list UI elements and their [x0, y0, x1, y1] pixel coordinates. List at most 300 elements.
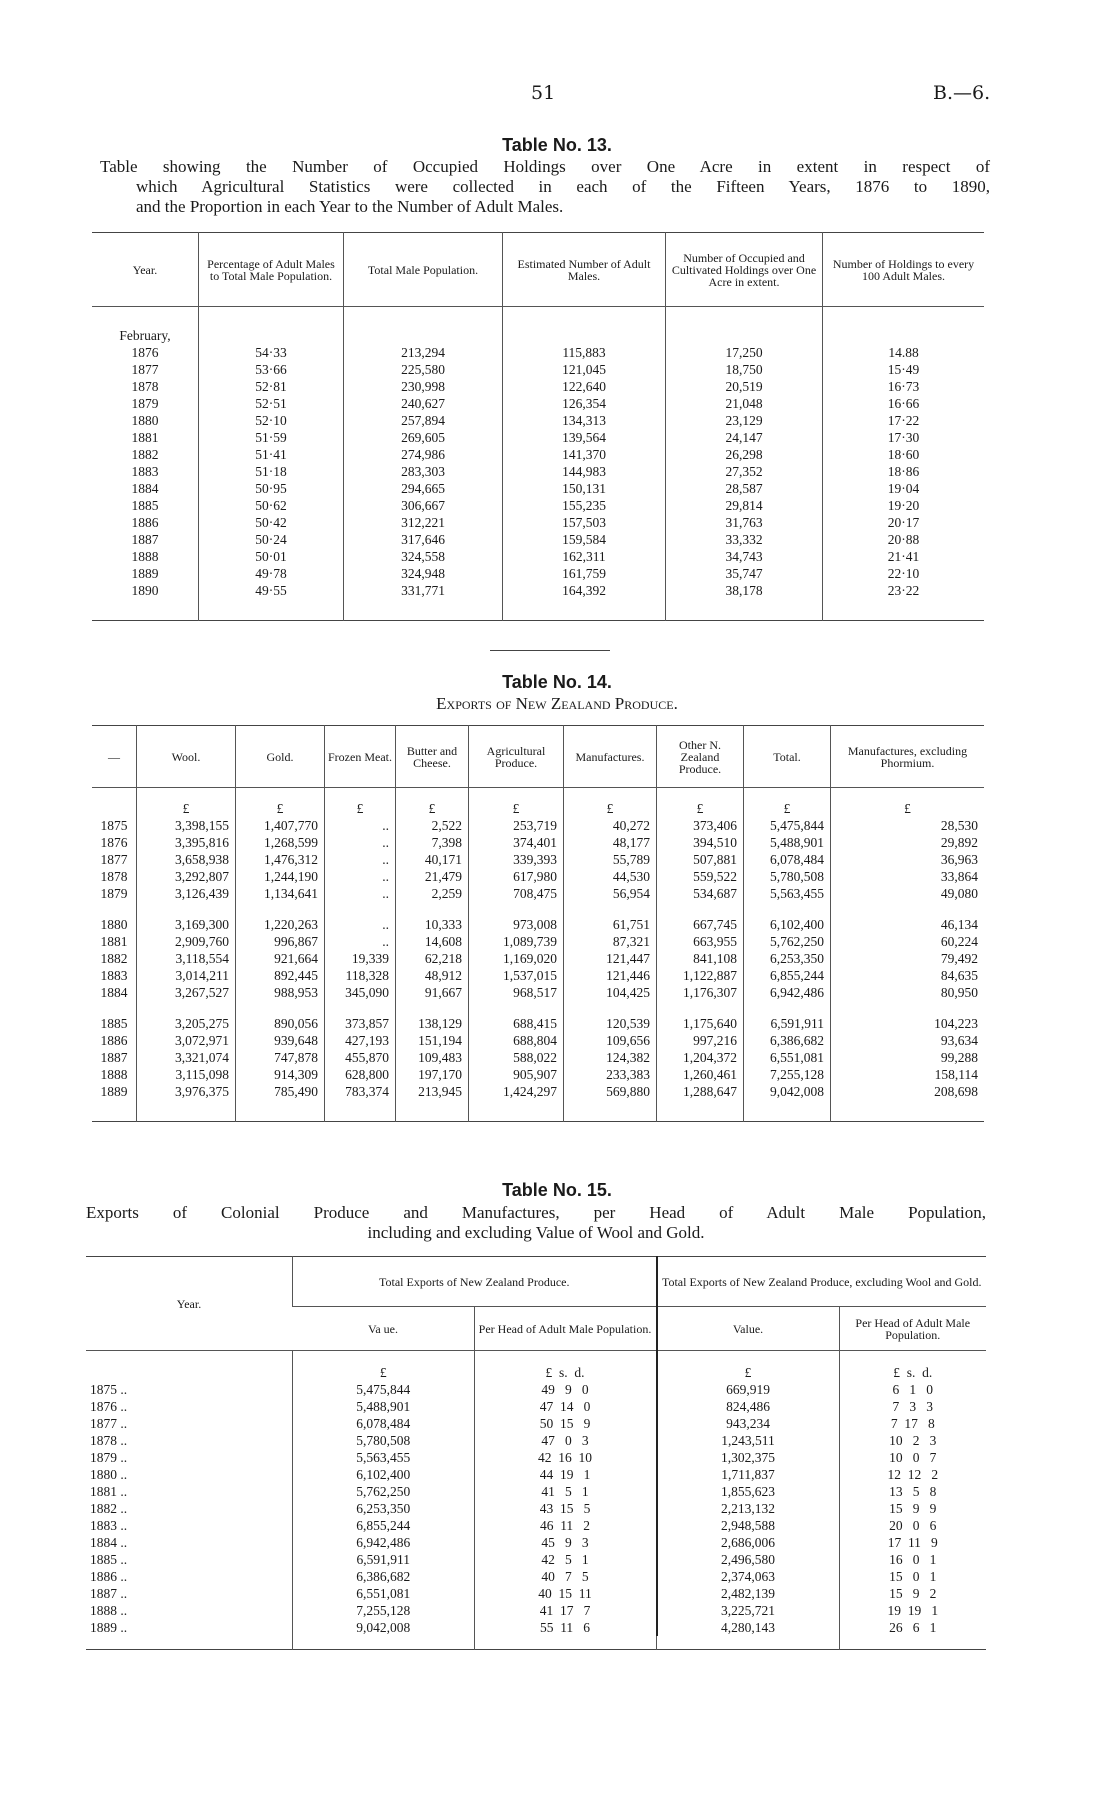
- caption-line: Exports of Colonial Produce and Manufactures, per Head of Adult Male Population,: [86, 1203, 986, 1222]
- empty-cell: [92, 599, 199, 621]
- table-cell: 213,294: [344, 344, 503, 361]
- table-cell: 138,129: [396, 1015, 469, 1032]
- table-cell: 124,382: [564, 1049, 657, 1066]
- table-cell: 1884: [100, 984, 128, 1000]
- table-cell: 1887: [100, 1049, 128, 1065]
- table-row: [92, 1083, 984, 1100]
- page-reference: B.—6.: [933, 82, 991, 104]
- col-header: Frozen Meat.: [325, 726, 396, 788]
- table-cell: 208,698: [831, 1083, 985, 1100]
- empty-cell: [823, 307, 985, 327]
- table-cell: 3,072,971: [137, 1032, 236, 1049]
- table-cell: 1878: [131, 378, 159, 394]
- unit-label: [92, 800, 137, 817]
- table-cell: 1,244,190: [236, 868, 325, 885]
- table-cell: 24,147: [666, 429, 823, 446]
- empty-cell: [325, 788, 396, 800]
- table-cell: 50·62: [199, 497, 344, 514]
- table-cell: 312,221: [344, 514, 503, 531]
- table-cell: 5,475,844: [293, 1381, 475, 1398]
- year-cell: 1879 ..: [90, 1449, 128, 1465]
- empty-cell: [86, 1351, 293, 1381]
- empty-cell: [86, 1636, 293, 1650]
- table-cell: 60,224: [831, 933, 985, 950]
- table-cell: 50·24: [199, 531, 344, 548]
- table-cell: 213,945: [396, 1083, 469, 1100]
- table-cell: 15·49: [823, 361, 985, 378]
- year-cell: 1880 ..: [90, 1466, 128, 1482]
- table-cell: 233,383: [564, 1066, 657, 1083]
- empty-cell: [503, 307, 666, 327]
- table-cell: 905,907: [469, 1066, 564, 1083]
- table-cell: 1,204,372: [657, 1049, 744, 1066]
- table-cell: 40,272: [564, 817, 657, 834]
- table-cell: 121,447: [564, 950, 657, 967]
- table-cell: 162,311: [503, 548, 666, 565]
- table-cell: 921,664: [236, 950, 325, 967]
- table-cell: 29,814: [666, 497, 823, 514]
- table-cell: 374,401: [469, 834, 564, 851]
- table-cell: 6,253,350: [744, 950, 831, 967]
- table-cell: 269,605: [344, 429, 503, 446]
- empty-cell: [831, 1001, 985, 1015]
- table-cell: 15 9 2: [839, 1585, 986, 1602]
- table-cell: 55 11 6: [474, 1619, 657, 1636]
- table-cell: 47 14 0: [474, 1398, 657, 1415]
- empty-cell: [137, 1100, 236, 1122]
- unit-label: £: [657, 1351, 840, 1381]
- table-row: [86, 1415, 986, 1432]
- table-cell: 50·95: [199, 480, 344, 497]
- table-cell: 427,193: [325, 1032, 396, 1049]
- unit-label: £: [657, 800, 744, 817]
- col-header: Year.: [86, 1257, 293, 1351]
- table-cell: 50·01: [199, 548, 344, 565]
- table-cell: 121,446: [564, 967, 657, 984]
- table-cell: 16·73: [823, 378, 985, 395]
- spacer-row: [92, 307, 984, 327]
- table-row: [86, 1619, 986, 1636]
- table-row: [92, 950, 984, 967]
- empty-cell: [325, 902, 396, 916]
- table-cell: 51·18: [199, 463, 344, 480]
- table-row: [92, 412, 984, 429]
- table-row: [92, 446, 984, 463]
- table-cell: 2,374,063: [657, 1568, 840, 1585]
- table-cell: 23,129: [666, 412, 823, 429]
- table-cell: 17·22: [823, 412, 985, 429]
- table-cell: 151,194: [396, 1032, 469, 1049]
- table-cell: 28,530: [831, 817, 985, 834]
- year-cell: 1881 ..: [90, 1483, 128, 1499]
- table-cell: 1,169,020: [469, 950, 564, 967]
- table-row: [86, 1466, 986, 1483]
- spacer-row: [92, 1001, 984, 1015]
- table-cell: 6,386,682: [744, 1032, 831, 1049]
- table-cell: 84,635: [831, 967, 985, 984]
- col-header: Percentage of Adult Males to Total Male Population.: [199, 233, 344, 307]
- empty-cell: [325, 1100, 396, 1122]
- empty-cell: [396, 788, 469, 800]
- table-cell: 708,475: [469, 885, 564, 902]
- table-cell: 225,580: [344, 361, 503, 378]
- empty-cell: [831, 1100, 985, 1122]
- table-cell: 373,857: [325, 1015, 396, 1032]
- table-cell: 46,134: [831, 916, 985, 933]
- table-cell: 5,762,250: [293, 1483, 475, 1500]
- empty-cell: [396, 902, 469, 916]
- table-cell: 19·04: [823, 480, 985, 497]
- table-cell: ..: [325, 916, 396, 933]
- table-cell: 41 5 1: [474, 1483, 657, 1500]
- table-cell: 997,216: [657, 1032, 744, 1049]
- table-cell: 17·30: [823, 429, 985, 446]
- empty-cell: [469, 902, 564, 916]
- table-cell: 6,942,486: [293, 1534, 475, 1551]
- unit-label: £ s. d.: [839, 1351, 986, 1381]
- table-cell: 52·51: [199, 395, 344, 412]
- table-cell: 13 5 8: [839, 1483, 986, 1500]
- table-cell: 33,332: [666, 531, 823, 548]
- table-cell: 1,260,461: [657, 1066, 744, 1083]
- caption-line: and the Proportion in each Year to the Number of Adult Males.: [136, 197, 564, 216]
- table-row: [92, 429, 984, 446]
- table-cell: ..: [325, 834, 396, 851]
- table-cell: 785,490: [236, 1083, 325, 1100]
- col-header: Value.: [657, 1307, 840, 1351]
- col-header: Manufactures.: [564, 726, 657, 788]
- table-cell: 14,608: [396, 933, 469, 950]
- table-cell: 988,953: [236, 984, 325, 1001]
- empty-cell: [744, 1100, 831, 1122]
- table-cell: 20 0 6: [839, 1517, 986, 1534]
- table-cell: 3,267,527: [137, 984, 236, 1001]
- table-cell: 507,881: [657, 851, 744, 868]
- table-cell: 144,983: [503, 463, 666, 480]
- table-cell: 3,658,938: [137, 851, 236, 868]
- table-cell: 1889: [100, 1083, 128, 1099]
- table-cell: 7,255,128: [293, 1602, 475, 1619]
- table-14-title: Table No. 14.: [502, 672, 612, 692]
- table-cell: 1887: [131, 531, 159, 547]
- empty-cell: [666, 327, 823, 344]
- table-row: [86, 1585, 986, 1602]
- table-cell: 15 9 9: [839, 1500, 986, 1517]
- table-row: [92, 933, 984, 950]
- table-cell: 783,374: [325, 1083, 396, 1100]
- table-cell: 45 9 3: [474, 1534, 657, 1551]
- empty-cell: [744, 788, 831, 800]
- table-cell: 5,780,508: [744, 868, 831, 885]
- table-row: [86, 1602, 986, 1619]
- table-cell: 19,339: [325, 950, 396, 967]
- table-cell: 29,892: [831, 834, 985, 851]
- table-cell: 283,303: [344, 463, 503, 480]
- table-row: [86, 1398, 986, 1415]
- table-14-caption: Exports of New Zealand Produce.: [436, 694, 678, 713]
- table-row: [86, 1432, 986, 1449]
- empty-cell: [92, 307, 199, 327]
- table-cell: 1879: [100, 885, 128, 901]
- table-cell: 158,114: [831, 1066, 985, 1083]
- table-cell: 939,648: [236, 1032, 325, 1049]
- table-cell: 17 11 9: [839, 1534, 986, 1551]
- year-cell: 1876 ..: [90, 1398, 128, 1414]
- col-header: Butter and Cheese.: [396, 726, 469, 788]
- table-cell: 1,268,599: [236, 834, 325, 851]
- col-header: Number of Occupied and Cultivated Holdings over One Acre in extent.: [666, 233, 823, 307]
- table-cell: 54·33: [199, 344, 344, 361]
- group-header: Total Exports of New Zealand Produce.: [293, 1257, 657, 1307]
- table-cell: 455,870: [325, 1049, 396, 1066]
- unit-label: £: [744, 800, 831, 817]
- table-cell: 14.88: [823, 344, 985, 361]
- empty-cell: [823, 599, 985, 621]
- table-cell: 41 17 7: [474, 1602, 657, 1619]
- table-cell: 4,280,143: [657, 1619, 840, 1636]
- table-row: [86, 1381, 986, 1398]
- table-cell: 6 1 0: [839, 1381, 986, 1398]
- unit-label: £: [396, 800, 469, 817]
- table-cell: 7,398: [396, 834, 469, 851]
- table-cell: 6,591,911: [744, 1015, 831, 1032]
- table-cell: 5,475,844: [744, 817, 831, 834]
- col-header: Gold.: [236, 726, 325, 788]
- year-cell: 1889 ..: [90, 1619, 128, 1635]
- table-cell: 19·20: [823, 497, 985, 514]
- table-cell: 943,234: [657, 1415, 840, 1432]
- year-cell: 1883 ..: [90, 1517, 128, 1533]
- table-cell: 49,080: [831, 885, 985, 902]
- empty-cell: [666, 599, 823, 621]
- empty-cell: [236, 1100, 325, 1122]
- table-14: [92, 725, 984, 1122]
- table-cell: 1877: [131, 361, 159, 377]
- table-row: [86, 1568, 986, 1585]
- empty-cell: [657, 1636, 840, 1650]
- empty-cell: [503, 327, 666, 344]
- table-cell: 52·81: [199, 378, 344, 395]
- table-cell: 134,313: [503, 412, 666, 429]
- table-13-caption: [100, 157, 990, 217]
- table-cell: 104,223: [831, 1015, 985, 1032]
- table-cell: 6,078,484: [744, 851, 831, 868]
- table-cell: 3,169,300: [137, 916, 236, 933]
- table-cell: 93,634: [831, 1032, 985, 1049]
- table-cell: 1,220,263: [236, 916, 325, 933]
- table-cell: 1,711,837: [657, 1466, 840, 1483]
- table-cell: 18·86: [823, 463, 985, 480]
- table-row: [86, 1500, 986, 1517]
- spacer-row: [92, 599, 984, 621]
- table-cell: 914,309: [236, 1066, 325, 1083]
- table-cell: 1,288,647: [657, 1083, 744, 1100]
- table-cell: 1884: [131, 480, 159, 496]
- table-cell: 122,640: [503, 378, 666, 395]
- table-row: [92, 548, 984, 565]
- table-cell: 109,483: [396, 1049, 469, 1066]
- spacer-row: [86, 1636, 986, 1650]
- table-cell: 43 15 5: [474, 1500, 657, 1517]
- table-cell: 36,963: [831, 851, 985, 868]
- month-label: February,: [119, 327, 171, 343]
- table-cell: 21,479: [396, 868, 469, 885]
- table-cell: 3,395,816: [137, 834, 236, 851]
- table-cell: 91,667: [396, 984, 469, 1001]
- table-row: [86, 1517, 986, 1534]
- table-cell: 1881: [131, 429, 159, 445]
- table-cell: 26,298: [666, 446, 823, 463]
- table-cell: 3,292,807: [137, 868, 236, 885]
- col-header: Number of Holdings to every 100 Adult Males.: [823, 233, 985, 307]
- empty-cell: [657, 788, 744, 800]
- col-header: Other N. Zealand Produce.: [657, 726, 744, 788]
- table-cell: 2,482,139: [657, 1585, 840, 1602]
- col-header: Manufactures, excluding Phormium.: [831, 726, 985, 788]
- table-cell: 1881: [100, 933, 128, 949]
- table-cell: 5,780,508: [293, 1432, 475, 1449]
- table-cell: 688,415: [469, 1015, 564, 1032]
- year-cell: 1882 ..: [90, 1500, 128, 1516]
- table-row: [92, 1015, 984, 1032]
- table-cell: 5,563,455: [293, 1449, 475, 1466]
- table-cell: 1,407,770: [236, 817, 325, 834]
- table-cell: 3,118,554: [137, 950, 236, 967]
- table-cell: 6,551,081: [744, 1049, 831, 1066]
- table-cell: 317,646: [344, 531, 503, 548]
- empty-cell: [92, 902, 137, 916]
- table-cell: 7 3 3: [839, 1398, 986, 1415]
- table-cell: 139,564: [503, 429, 666, 446]
- empty-cell: [657, 1001, 744, 1015]
- year-cell: 1888 ..: [90, 1602, 128, 1618]
- table-row: [92, 378, 984, 395]
- table-row: [92, 344, 984, 361]
- table-row: [92, 361, 984, 378]
- table-cell: 49·78: [199, 565, 344, 582]
- table-cell: 1,855,623: [657, 1483, 840, 1500]
- table-cell: 155,235: [503, 497, 666, 514]
- table-cell: 230,998: [344, 378, 503, 395]
- table-cell: 3,225,721: [657, 1602, 840, 1619]
- table-cell: 324,948: [344, 565, 503, 582]
- empty-cell: [293, 1636, 475, 1650]
- empty-cell: [92, 788, 137, 800]
- table-cell: 394,510: [657, 834, 744, 851]
- table-cell: 42 16 10: [474, 1449, 657, 1466]
- table-13-title: Table No. 13.: [502, 135, 612, 155]
- table-cell: 99,288: [831, 1049, 985, 1066]
- unit-label: £: [236, 800, 325, 817]
- table-cell: 534,687: [657, 885, 744, 902]
- col-header: Va ue.: [293, 1307, 475, 1351]
- table-cell: 40 15 11: [474, 1585, 657, 1602]
- table-cell: 50·42: [199, 514, 344, 531]
- table-cell: 6,551,081: [293, 1585, 475, 1602]
- table-cell: 46 11 2: [474, 1517, 657, 1534]
- table-cell: 1,134,641: [236, 885, 325, 902]
- empty-cell: [137, 788, 236, 800]
- spacer-row: [92, 788, 984, 800]
- table-cell: 87,321: [564, 933, 657, 950]
- table-cell: 1879: [131, 395, 159, 411]
- table-cell: 3,398,155: [137, 817, 236, 834]
- table-row: [92, 582, 984, 599]
- table-cell: 159,584: [503, 531, 666, 548]
- table-cell: 1875: [100, 817, 128, 833]
- table-row: [86, 1551, 986, 1568]
- table-15-title: Table No. 15.: [502, 1180, 612, 1200]
- table-row: [92, 967, 984, 984]
- empty-cell: [92, 1001, 137, 1015]
- table-cell: 890,056: [236, 1015, 325, 1032]
- empty-cell: [823, 327, 985, 344]
- table-cell: 51·41: [199, 446, 344, 463]
- table-cell: 53·66: [199, 361, 344, 378]
- table-cell: 120,539: [564, 1015, 657, 1032]
- table-cell: 19 19 1: [839, 1602, 986, 1619]
- unit-label: £: [564, 800, 657, 817]
- table-cell: ..: [325, 868, 396, 885]
- table-cell: 306,667: [344, 497, 503, 514]
- col-header: Agricultural Produce.: [469, 726, 564, 788]
- table-cell: 892,445: [236, 967, 325, 984]
- unit-label: £ s. d.: [474, 1351, 657, 1381]
- empty-cell: [325, 1001, 396, 1015]
- table-row: [92, 916, 984, 933]
- table-cell: 49·55: [199, 582, 344, 599]
- empty-cell: [396, 1001, 469, 1015]
- table-cell: 968,517: [469, 984, 564, 1001]
- table-cell: 324,558: [344, 548, 503, 565]
- table-cell: 10 0 7: [839, 1449, 986, 1466]
- table-row: [92, 885, 984, 902]
- col-header: Estimated Number of Adult Males.: [503, 233, 666, 307]
- table-cell: 1878: [100, 868, 128, 884]
- table-row: [92, 984, 984, 1001]
- table-cell: 1886: [100, 1032, 128, 1048]
- col-header: Total.: [744, 726, 831, 788]
- table-cell: 26 6 1: [839, 1619, 986, 1636]
- table-cell: 44,530: [564, 868, 657, 885]
- table-cell: 5,762,250: [744, 933, 831, 950]
- empty-cell: [236, 902, 325, 916]
- table-cell: 1,176,307: [657, 984, 744, 1001]
- table-cell: 1880: [100, 916, 128, 932]
- col-header: Wool.: [137, 726, 236, 788]
- table-cell: 21,048: [666, 395, 823, 412]
- table-cell: 569,880: [564, 1083, 657, 1100]
- table-cell: 17,250: [666, 344, 823, 361]
- table-cell: 1888: [131, 548, 159, 564]
- empty-cell: [839, 1636, 986, 1650]
- table-cell: 22·10: [823, 565, 985, 582]
- table-cell: 1876: [100, 834, 128, 850]
- table-cell: 253,719: [469, 817, 564, 834]
- table-cell: 3,126,439: [137, 885, 236, 902]
- table-cell: 1876: [131, 344, 159, 360]
- year-cell: 1884 ..: [90, 1534, 128, 1550]
- table-cell: 6,386,682: [293, 1568, 475, 1585]
- table-cell: 9,042,008: [293, 1619, 475, 1636]
- table-cell: 141,370: [503, 446, 666, 463]
- table-cell: 16 0 1: [839, 1551, 986, 1568]
- table-cell: 35,747: [666, 565, 823, 582]
- table-cell: 48,912: [396, 967, 469, 984]
- empty-cell: [236, 788, 325, 800]
- table-cell: 373,406: [657, 817, 744, 834]
- empty-cell: [199, 307, 344, 327]
